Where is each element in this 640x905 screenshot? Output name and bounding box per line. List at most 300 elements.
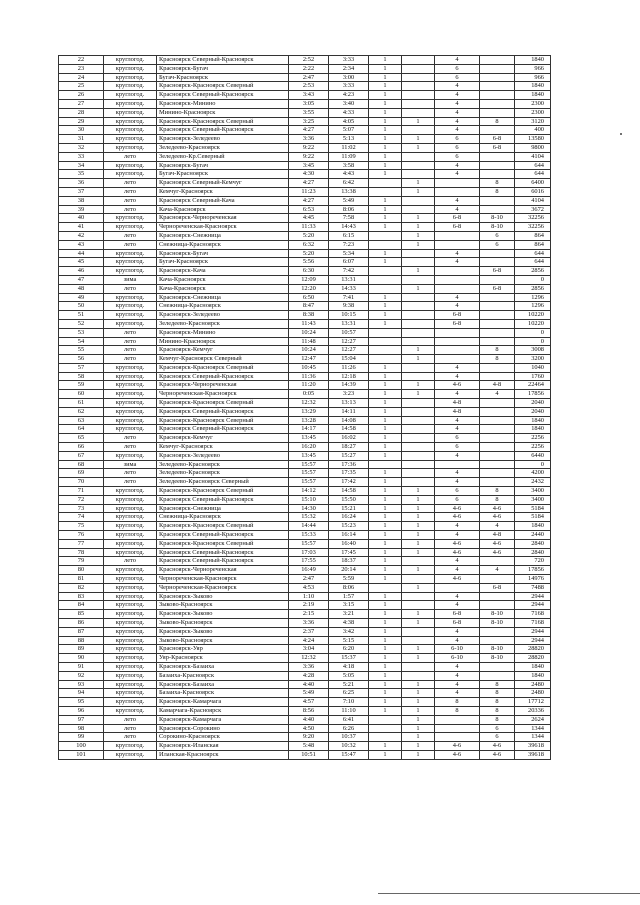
count-a-cell: 1 bbox=[369, 425, 402, 434]
count-b-cell bbox=[402, 205, 435, 214]
cars-a-cell: 4 bbox=[435, 416, 480, 425]
row-number-cell: 57 bbox=[59, 363, 104, 372]
arrival-cell: 15:27 bbox=[329, 451, 369, 460]
row-number-cell: 89 bbox=[59, 645, 104, 654]
count-a-cell: 1 bbox=[369, 680, 402, 689]
count-a-cell: 1 bbox=[369, 196, 402, 205]
season-cell: круглогод. bbox=[104, 698, 157, 707]
route-cell: Красноярск Северный-Красноярск bbox=[157, 531, 289, 540]
arrival-cell: 4:38 bbox=[329, 619, 369, 628]
count-a-cell: 1 bbox=[369, 601, 402, 610]
table-row bbox=[59, 689, 551, 698]
row-number-cell: 92 bbox=[59, 671, 104, 680]
count-a-cell: 1 bbox=[369, 99, 402, 108]
table-row bbox=[59, 205, 551, 214]
cars-b-cell: 8-10 bbox=[480, 619, 515, 628]
cars-a-cell: 6-10 bbox=[435, 645, 480, 654]
cars-a-cell: 4 bbox=[435, 205, 480, 214]
count-a-cell: 1 bbox=[369, 416, 402, 425]
arrival-cell: 18:37 bbox=[329, 557, 369, 566]
route-cell: Красноярск-Чернореченская bbox=[157, 214, 289, 223]
table-row bbox=[59, 407, 551, 416]
row-number-cell: 78 bbox=[59, 548, 104, 557]
total-cell: 28820 bbox=[515, 654, 551, 663]
departure-cell: 5:20 bbox=[289, 249, 329, 258]
total-cell: 6016 bbox=[515, 187, 551, 196]
departure-cell: 15:57 bbox=[289, 469, 329, 478]
departure-cell: 4:28 bbox=[289, 671, 329, 680]
arrival-cell: 15:37 bbox=[329, 654, 369, 663]
count-b-cell bbox=[402, 275, 435, 284]
departure-cell: 2:22 bbox=[289, 64, 329, 73]
total-cell: 1840 bbox=[515, 416, 551, 425]
table-row bbox=[59, 557, 551, 566]
row-number-cell: 42 bbox=[59, 231, 104, 240]
total-cell: 3008 bbox=[515, 346, 551, 355]
cars-b-cell bbox=[480, 337, 515, 346]
table-row bbox=[59, 504, 551, 513]
arrival-cell: 14:58 bbox=[329, 425, 369, 434]
total-cell: 2944 bbox=[515, 601, 551, 610]
cars-b-cell bbox=[480, 636, 515, 645]
departure-cell: 4:27 bbox=[289, 179, 329, 188]
cars-a-cell bbox=[435, 179, 480, 188]
cars-a-cell: 4 bbox=[435, 566, 480, 575]
total-cell: 400 bbox=[515, 126, 551, 135]
footer-rule bbox=[378, 893, 640, 894]
table-row bbox=[59, 451, 551, 460]
route-cell: Красноярск-Кемчуг bbox=[157, 346, 289, 355]
arrival-cell: 14:08 bbox=[329, 416, 369, 425]
row-number-cell: 80 bbox=[59, 566, 104, 575]
cars-a-cell: 4 bbox=[435, 293, 480, 302]
cars-a-cell: 6 bbox=[435, 443, 480, 452]
count-a-cell: 1 bbox=[369, 434, 402, 443]
route-cell: Красноярск-Красноярск Северный bbox=[157, 539, 289, 548]
departure-cell: 4:24 bbox=[289, 636, 329, 645]
row-number-cell: 88 bbox=[59, 636, 104, 645]
count-a-cell: 1 bbox=[369, 742, 402, 751]
arrival-cell: 14:33 bbox=[329, 284, 369, 293]
table-row bbox=[59, 284, 551, 293]
table-row bbox=[59, 662, 551, 671]
route-cell: Красноярск Северный-Красноярск bbox=[157, 425, 289, 434]
table-row bbox=[59, 363, 551, 372]
season-cell: круглогод. bbox=[104, 548, 157, 557]
table-row bbox=[59, 469, 551, 478]
cars-b-cell: 6-8 bbox=[480, 284, 515, 293]
count-a-cell bbox=[369, 337, 402, 346]
season-cell: круглогод. bbox=[104, 108, 157, 117]
count-a-cell: 1 bbox=[369, 627, 402, 636]
table-row bbox=[59, 135, 551, 144]
count-a-cell: 1 bbox=[369, 645, 402, 654]
row-number-cell: 95 bbox=[59, 698, 104, 707]
cars-a-cell: 4 bbox=[435, 161, 480, 170]
arrival-cell: 7:42 bbox=[329, 267, 369, 276]
cars-b-cell bbox=[480, 425, 515, 434]
route-cell: Красноярск Северный-Красноярск bbox=[157, 495, 289, 504]
total-cell: 10220 bbox=[515, 311, 551, 320]
cars-b-cell: 6-8 bbox=[480, 135, 515, 144]
departure-cell: 11:23 bbox=[289, 187, 329, 196]
arrival-cell: 12:27 bbox=[329, 346, 369, 355]
row-number-cell: 53 bbox=[59, 328, 104, 337]
total-cell: 6440 bbox=[515, 451, 551, 460]
departure-cell: 3:04 bbox=[289, 645, 329, 654]
cars-b-cell: 4-6 bbox=[480, 548, 515, 557]
cars-a-cell: 4 bbox=[435, 249, 480, 258]
table-row bbox=[59, 99, 551, 108]
cars-b-cell: 8 bbox=[480, 680, 515, 689]
count-b-cell: 1 bbox=[402, 513, 435, 522]
route-cell: Красноярск Северный-Кача bbox=[157, 196, 289, 205]
count-a-cell: 1 bbox=[369, 170, 402, 179]
total-cell: 3120 bbox=[515, 117, 551, 126]
count-b-cell: 1 bbox=[402, 619, 435, 628]
total-cell: 2256 bbox=[515, 443, 551, 452]
total-cell: 1040 bbox=[515, 363, 551, 372]
count-a-cell: 1 bbox=[369, 443, 402, 452]
cars-a-cell: 4 bbox=[435, 372, 480, 381]
count-b-cell: 1 bbox=[402, 583, 435, 592]
table-row bbox=[59, 416, 551, 425]
row-number-cell: 96 bbox=[59, 706, 104, 715]
row-number-cell: 86 bbox=[59, 619, 104, 628]
count-a-cell: 1 bbox=[369, 557, 402, 566]
cars-a-cell bbox=[435, 460, 480, 469]
season-cell: зима bbox=[104, 275, 157, 284]
cars-b-cell: 8 bbox=[480, 715, 515, 724]
table-row bbox=[59, 645, 551, 654]
arrival-cell: 17:35 bbox=[329, 469, 369, 478]
route-cell: Снежница-Красноярск bbox=[157, 302, 289, 311]
departure-cell: 12:32 bbox=[289, 399, 329, 408]
total-cell: 0 bbox=[515, 275, 551, 284]
count-b-cell bbox=[402, 557, 435, 566]
row-number-cell: 85 bbox=[59, 610, 104, 619]
cars-b-cell: 8-10 bbox=[480, 645, 515, 654]
season-cell: круглогод. bbox=[104, 522, 157, 531]
count-a-cell bbox=[369, 715, 402, 724]
season-cell: лето bbox=[104, 469, 157, 478]
departure-cell: 9:22 bbox=[289, 152, 329, 161]
season-cell: круглогод. bbox=[104, 671, 157, 680]
season-cell: круглогод. bbox=[104, 143, 157, 152]
count-b-cell bbox=[402, 73, 435, 82]
count-b-cell bbox=[402, 319, 435, 328]
count-b-cell: 1 bbox=[402, 240, 435, 249]
season-cell: круглогод. bbox=[104, 706, 157, 715]
cars-b-cell bbox=[480, 460, 515, 469]
table-row bbox=[59, 513, 551, 522]
departure-cell: 2:37 bbox=[289, 627, 329, 636]
total-cell: 3400 bbox=[515, 487, 551, 496]
row-number-cell: 75 bbox=[59, 522, 104, 531]
count-b-cell: 1 bbox=[402, 284, 435, 293]
row-number-cell: 94 bbox=[59, 689, 104, 698]
season-cell: зима bbox=[104, 460, 157, 469]
total-cell: 4104 bbox=[515, 152, 551, 161]
season-cell: круглогод. bbox=[104, 293, 157, 302]
cars-b-cell: 8 bbox=[480, 179, 515, 188]
route-cell: Красноярск Северный-Красноярск bbox=[157, 548, 289, 557]
count-a-cell bbox=[369, 284, 402, 293]
total-cell: 3672 bbox=[515, 205, 551, 214]
route-cell: Красноярск-Чернореченская bbox=[157, 381, 289, 390]
cars-b-cell: 4 bbox=[480, 390, 515, 399]
total-cell: 1840 bbox=[515, 82, 551, 91]
total-cell: 1840 bbox=[515, 91, 551, 100]
table-row bbox=[59, 750, 551, 759]
route-cell: Кача-Красноярск bbox=[157, 205, 289, 214]
row-number-cell: 25 bbox=[59, 82, 104, 91]
route-cell: Красноярск Северный-Красноярск bbox=[157, 407, 289, 416]
table-row bbox=[59, 592, 551, 601]
arrival-cell: 11:26 bbox=[329, 363, 369, 372]
route-cell: Красноярск-Чернореченская bbox=[157, 566, 289, 575]
cars-b-cell bbox=[480, 407, 515, 416]
count-b-cell bbox=[402, 451, 435, 460]
departure-cell: 2:52 bbox=[289, 56, 329, 65]
departure-cell: 11:20 bbox=[289, 381, 329, 390]
arrival-cell: 13:31 bbox=[329, 275, 369, 284]
route-cell: Чернореченская-Красноярск bbox=[157, 390, 289, 399]
table-row bbox=[59, 328, 551, 337]
count-a-cell: 1 bbox=[369, 161, 402, 170]
departure-cell: 15:32 bbox=[289, 513, 329, 522]
count-b-cell bbox=[402, 372, 435, 381]
cars-b-cell bbox=[480, 108, 515, 117]
row-number-cell: 55 bbox=[59, 346, 104, 355]
table-row bbox=[59, 267, 551, 276]
cars-b-cell bbox=[480, 64, 515, 73]
row-number-cell: 51 bbox=[59, 311, 104, 320]
season-cell: круглогод. bbox=[104, 258, 157, 267]
arrival-cell: 5:49 bbox=[329, 196, 369, 205]
arrival-cell: 16:40 bbox=[329, 539, 369, 548]
row-number-cell: 62 bbox=[59, 407, 104, 416]
cars-b-cell: 8 bbox=[480, 495, 515, 504]
row-number-cell: 31 bbox=[59, 135, 104, 144]
departure-cell: 0:05 bbox=[289, 390, 329, 399]
row-number-cell: 40 bbox=[59, 214, 104, 223]
route-cell: Уяр-Красноярск bbox=[157, 654, 289, 663]
table-row bbox=[59, 223, 551, 232]
season-cell: лето bbox=[104, 179, 157, 188]
season-cell: круглогод. bbox=[104, 82, 157, 91]
count-b-cell: 1 bbox=[402, 715, 435, 724]
arrival-cell: 6:41 bbox=[329, 715, 369, 724]
cars-b-cell bbox=[480, 249, 515, 258]
total-cell: 2300 bbox=[515, 99, 551, 108]
count-a-cell: 1 bbox=[369, 522, 402, 531]
cars-a-cell: 4-6 bbox=[435, 548, 480, 557]
departure-cell: 4:50 bbox=[289, 724, 329, 733]
total-cell: 2480 bbox=[515, 680, 551, 689]
cars-a-cell: 4-8 bbox=[435, 407, 480, 416]
table-row bbox=[59, 187, 551, 196]
arrival-cell: 6:20 bbox=[329, 645, 369, 654]
total-cell: 2944 bbox=[515, 627, 551, 636]
cars-a-cell: 8 bbox=[435, 698, 480, 707]
route-cell: Снежница-Красноярск bbox=[157, 240, 289, 249]
route-cell: Красноярск-Зеледеево bbox=[157, 135, 289, 144]
cars-a-cell: 6-8 bbox=[435, 619, 480, 628]
departure-cell: 4:27 bbox=[289, 196, 329, 205]
count-a-cell bbox=[369, 275, 402, 284]
cars-b-cell: 8 bbox=[480, 355, 515, 364]
arrival-cell: 3:58 bbox=[329, 161, 369, 170]
count-b-cell: 1 bbox=[402, 698, 435, 707]
table-row bbox=[59, 258, 551, 267]
arrival-cell: 3:23 bbox=[329, 390, 369, 399]
total-cell: 2300 bbox=[515, 108, 551, 117]
season-cell: круглогод. bbox=[104, 399, 157, 408]
cars-a-cell: 4 bbox=[435, 662, 480, 671]
route-cell: Красноярск-Красноярск Северный bbox=[157, 522, 289, 531]
season-cell: круглогод. bbox=[104, 610, 157, 619]
season-cell: круглогод. bbox=[104, 566, 157, 575]
cars-a-cell: 4 bbox=[435, 451, 480, 460]
cars-b-cell bbox=[480, 258, 515, 267]
season-cell: круглогод. bbox=[104, 495, 157, 504]
arrival-cell: 8:06 bbox=[329, 205, 369, 214]
cars-b-cell bbox=[480, 399, 515, 408]
count-a-cell: 1 bbox=[369, 381, 402, 390]
count-a-cell: 1 bbox=[369, 135, 402, 144]
route-cell: Бугач-Красноярск bbox=[157, 73, 289, 82]
season-cell: лето bbox=[104, 337, 157, 346]
count-a-cell: 1 bbox=[369, 469, 402, 478]
row-number-cell: 72 bbox=[59, 495, 104, 504]
cars-a-cell: 6 bbox=[435, 495, 480, 504]
count-b-cell: 1 bbox=[402, 187, 435, 196]
arrival-cell: 14:58 bbox=[329, 487, 369, 496]
count-b-cell: 1 bbox=[402, 214, 435, 223]
departure-cell: 14:17 bbox=[289, 425, 329, 434]
arrival-cell: 6:42 bbox=[329, 179, 369, 188]
row-number-cell: 69 bbox=[59, 469, 104, 478]
departure-cell: 3:36 bbox=[289, 662, 329, 671]
row-number-cell: 71 bbox=[59, 487, 104, 496]
count-b-cell bbox=[402, 249, 435, 258]
table-row bbox=[59, 742, 551, 751]
count-b-cell: 1 bbox=[402, 504, 435, 513]
departure-cell: 2:47 bbox=[289, 73, 329, 82]
row-number-cell: 46 bbox=[59, 267, 104, 276]
count-a-cell: 1 bbox=[369, 539, 402, 548]
cars-b-cell: 6 bbox=[480, 240, 515, 249]
row-number-cell: 97 bbox=[59, 715, 104, 724]
arrival-cell: 10:32 bbox=[329, 742, 369, 751]
total-cell: 644 bbox=[515, 258, 551, 267]
count-a-cell: 1 bbox=[369, 152, 402, 161]
cars-a-cell: 4 bbox=[435, 557, 480, 566]
table-row bbox=[59, 231, 551, 240]
route-cell: Чернореченская-Красноярск bbox=[157, 223, 289, 232]
arrival-cell: 4:18 bbox=[329, 662, 369, 671]
departure-cell: 8:38 bbox=[289, 311, 329, 320]
cars-b-cell: 4-8 bbox=[480, 531, 515, 540]
departure-cell: 3:25 bbox=[289, 117, 329, 126]
cars-b-cell bbox=[480, 443, 515, 452]
row-number-cell: 27 bbox=[59, 99, 104, 108]
season-cell: лето bbox=[104, 733, 157, 742]
cars-b-cell bbox=[480, 293, 515, 302]
arrival-cell: 18:27 bbox=[329, 443, 369, 452]
arrival-cell: 13:31 bbox=[329, 319, 369, 328]
total-cell: 2624 bbox=[515, 715, 551, 724]
departure-cell: 11:43 bbox=[289, 319, 329, 328]
route-cell: Красноярск-Красноярск Северный bbox=[157, 117, 289, 126]
total-cell: 2856 bbox=[515, 267, 551, 276]
row-number-cell: 58 bbox=[59, 372, 104, 381]
route-cell: Красноярск Северный-Красноярск bbox=[157, 557, 289, 566]
row-number-cell: 98 bbox=[59, 724, 104, 733]
arrival-cell: 7:10 bbox=[329, 698, 369, 707]
count-a-cell bbox=[369, 179, 402, 188]
route-cell: Зеледеево-Красноярск bbox=[157, 319, 289, 328]
arrival-cell: 3:15 bbox=[329, 601, 369, 610]
route-cell: Красноярск-Снежница bbox=[157, 293, 289, 302]
season-cell: круглогод. bbox=[104, 601, 157, 610]
count-a-cell: 1 bbox=[369, 372, 402, 381]
cars-a-cell: 6 bbox=[435, 135, 480, 144]
arrival-cell: 10:57 bbox=[329, 328, 369, 337]
table-row bbox=[59, 698, 551, 707]
count-b-cell bbox=[402, 399, 435, 408]
cars-a-cell: 6-8 bbox=[435, 214, 480, 223]
departure-cell: 5:48 bbox=[289, 742, 329, 751]
departure-cell: 10:45 bbox=[289, 363, 329, 372]
season-cell: круглогод. bbox=[104, 504, 157, 513]
route-cell: Чернореченская-Красноярск bbox=[157, 583, 289, 592]
table-row bbox=[59, 636, 551, 645]
row-number-cell: 56 bbox=[59, 355, 104, 364]
total-cell: 17712 bbox=[515, 698, 551, 707]
count-a-cell: 1 bbox=[369, 610, 402, 619]
total-cell: 2840 bbox=[515, 539, 551, 548]
route-cell: Бугач-Красноярск bbox=[157, 170, 289, 179]
total-cell: 2840 bbox=[515, 548, 551, 557]
season-cell: круглогод. bbox=[104, 539, 157, 548]
count-b-cell: 1 bbox=[402, 724, 435, 733]
arrival-cell: 6:07 bbox=[329, 258, 369, 267]
cars-a-cell: 4-6 bbox=[435, 539, 480, 548]
departure-cell: 14:12 bbox=[289, 487, 329, 496]
cars-b-cell bbox=[480, 328, 515, 337]
season-cell: круглогод. bbox=[104, 416, 157, 425]
count-a-cell: 1 bbox=[369, 108, 402, 117]
total-cell: 1840 bbox=[515, 425, 551, 434]
departure-cell: 13:45 bbox=[289, 451, 329, 460]
route-cell: Базаиха-Красноярск bbox=[157, 671, 289, 680]
route-cell: Красноярск-Красноярск Северный bbox=[157, 399, 289, 408]
route-cell: Камарчага-Красноярск bbox=[157, 706, 289, 715]
season-cell: круглогод. bbox=[104, 487, 157, 496]
cars-b-cell: 8-10 bbox=[480, 654, 515, 663]
row-number-cell: 70 bbox=[59, 478, 104, 487]
cars-b-cell bbox=[480, 311, 515, 320]
table-row bbox=[59, 706, 551, 715]
cars-a-cell: 6-8 bbox=[435, 223, 480, 232]
count-b-cell: 1 bbox=[402, 355, 435, 364]
count-a-cell: 1 bbox=[369, 575, 402, 584]
arrival-cell: 3:21 bbox=[329, 610, 369, 619]
row-number-cell: 87 bbox=[59, 627, 104, 636]
cars-a-cell: 4 bbox=[435, 425, 480, 434]
